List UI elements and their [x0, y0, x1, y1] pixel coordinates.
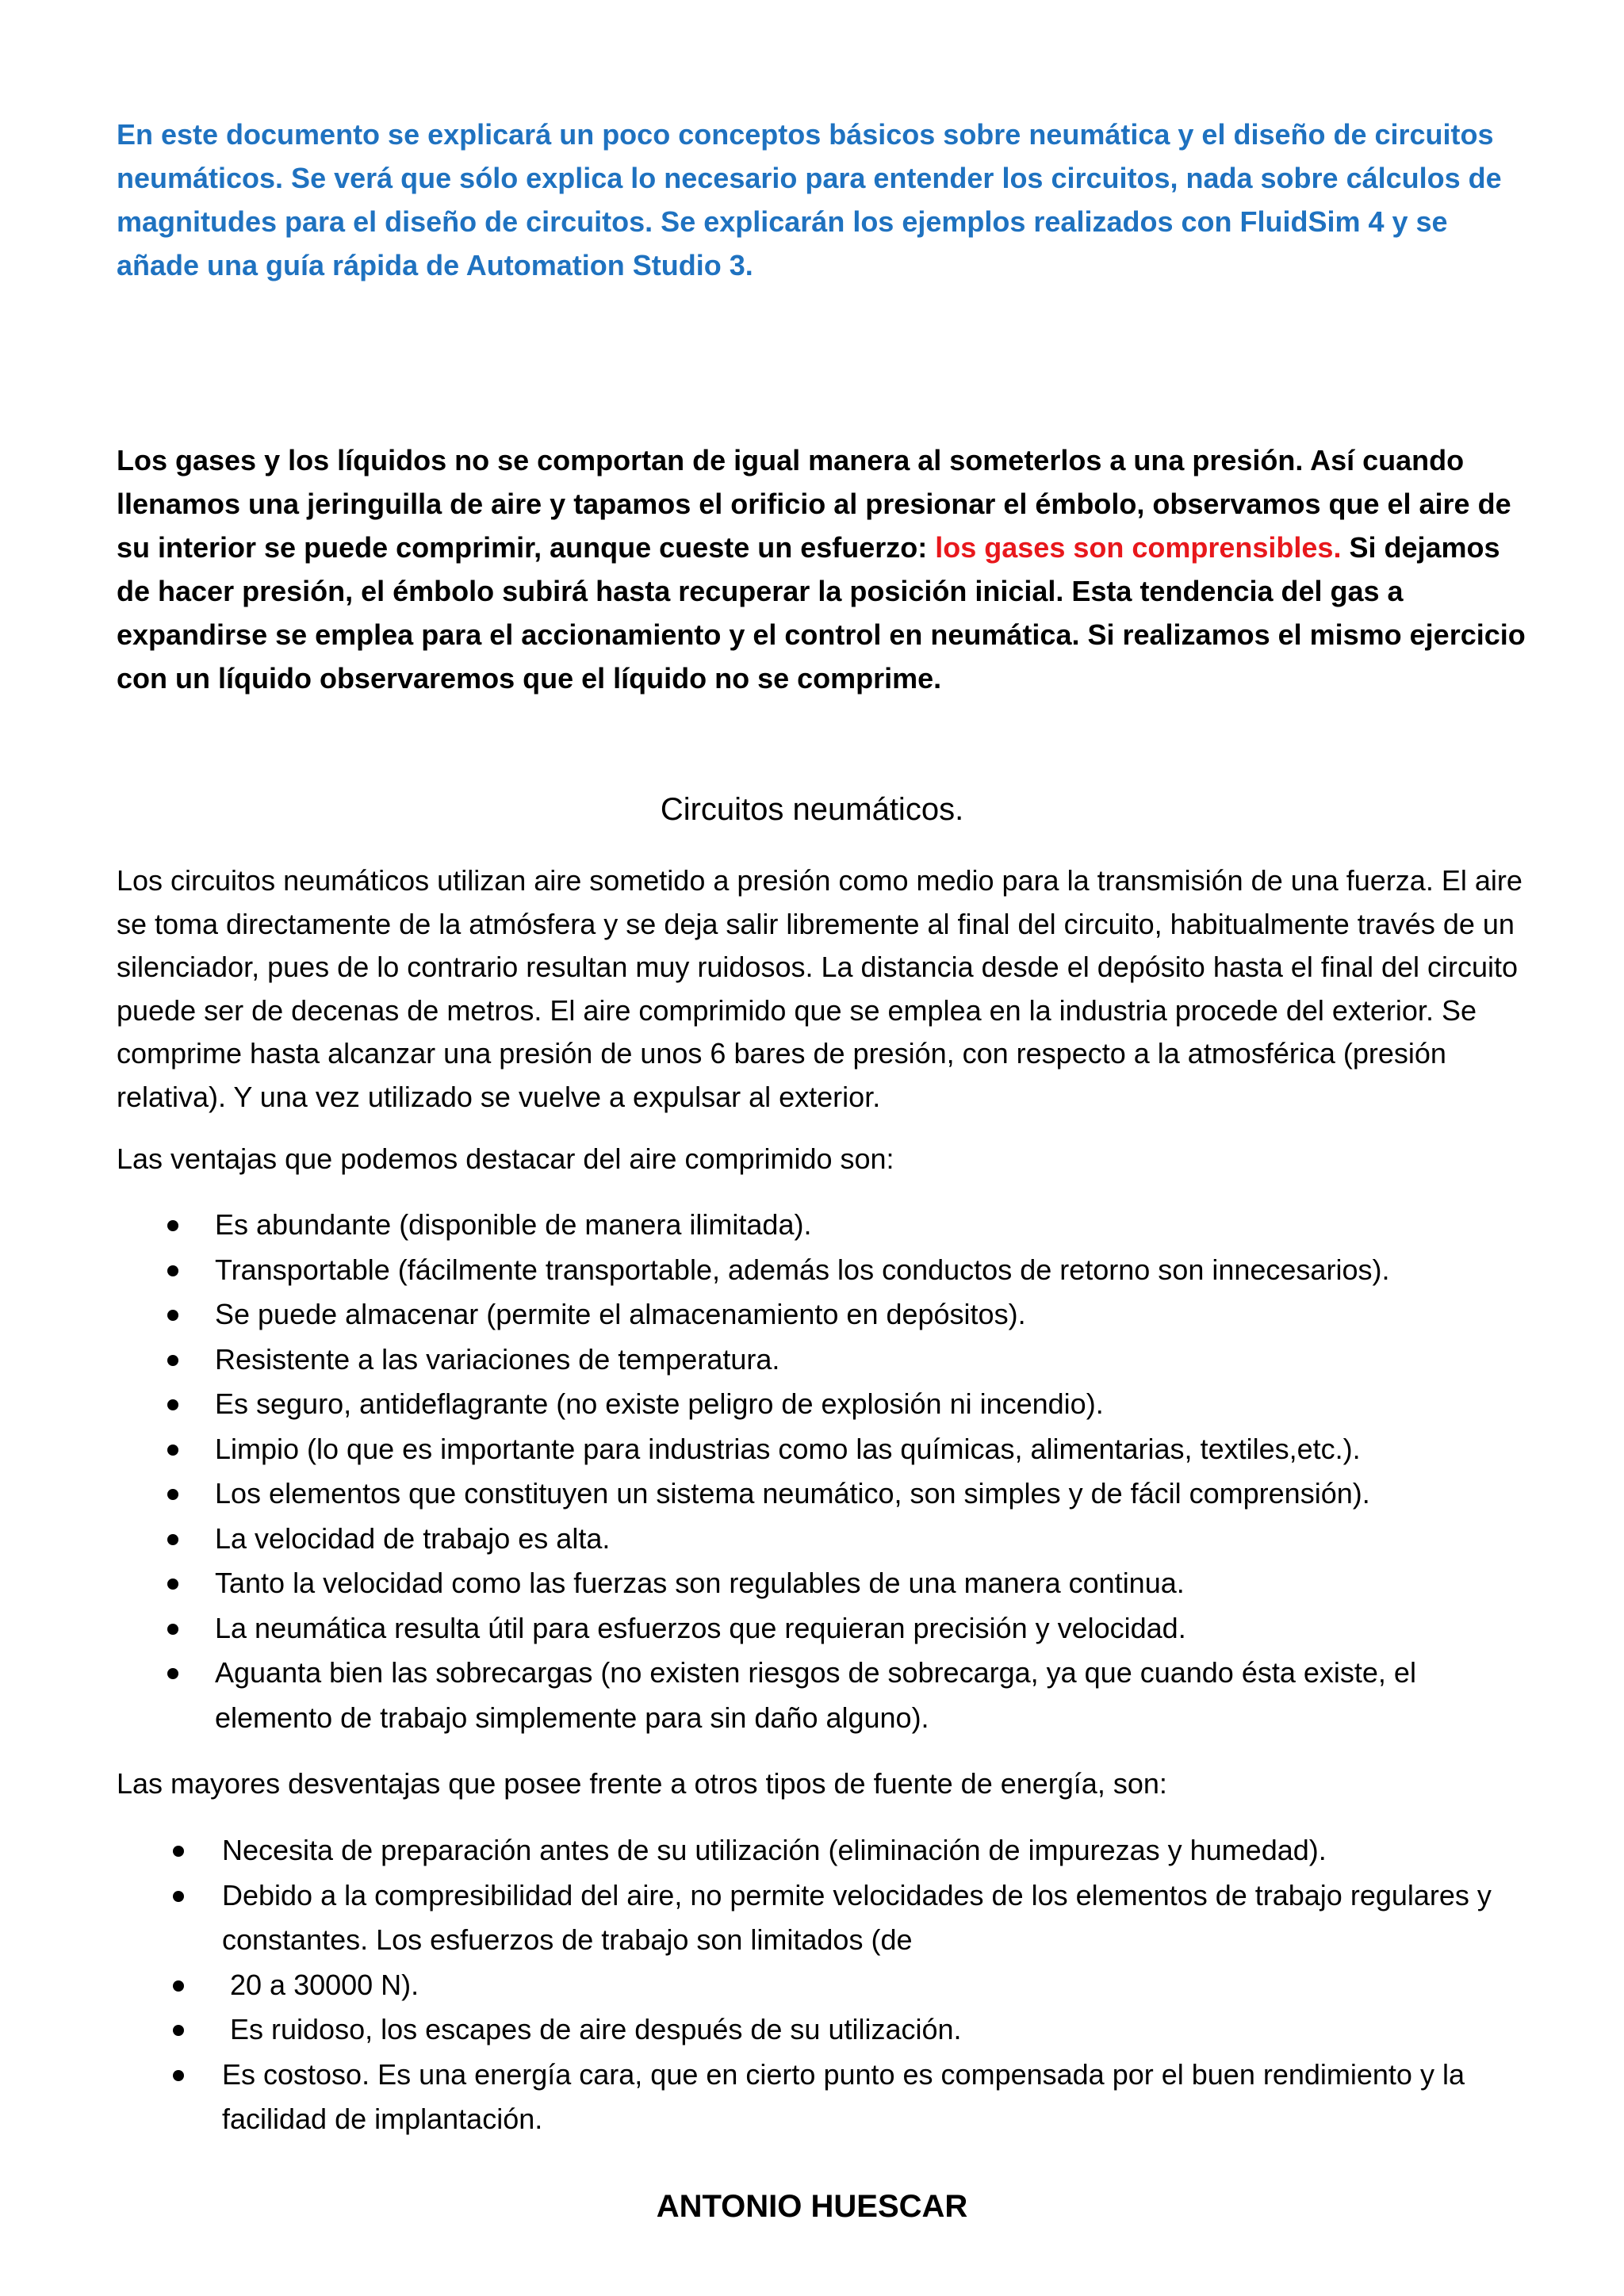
list-item — [163, 1517, 1534, 1562]
list-item — [168, 1873, 1532, 1963]
bullet-icon — [167, 1220, 178, 1231]
bullet-icon — [173, 2070, 184, 2081]
bullet-icon — [167, 1445, 178, 1456]
list-item-text: Aguanta bien las sobrecargas (no existen riesgos de sobrecarga, ya que cuando ésta existe, el elemento de trabajo simplemente para sin daño alguno). — [215, 1656, 1416, 1734]
list-item-text: Se puede almacenar (permite el almacenamiento en depósitos). — [215, 1298, 1026, 1330]
list-item-text: Es abundante (disponible de manera ilimitada). — [215, 1208, 812, 1241]
bullet-icon — [167, 1578, 178, 1590]
bullet-icon — [167, 1489, 178, 1500]
list-item — [163, 1606, 1534, 1651]
bullet-icon — [167, 1355, 178, 1366]
list-item-text: Tanto la velocidad como las fuerzas son regulables de una manera continua. — [215, 1567, 1185, 1599]
list-item — [163, 1292, 1534, 1337]
list-item-text: Es seguro, antideflagrante (no existe peligro de explosión ni incendio). — [215, 1387, 1104, 1420]
list-item-text: 20 a 30000 N). — [222, 1968, 419, 2001]
gases-highlight: los gases son comprensibles. — [935, 531, 1342, 564]
disadvantages-lead: Las mayores desventajas que posee frente a otros tipos de fuente de energía, son: — [117, 1767, 1167, 1800]
bullet-icon — [167, 1534, 178, 1545]
list-item — [163, 1651, 1534, 1740]
bullet-icon — [167, 1265, 178, 1276]
section-title: Circuitos neumáticos. — [660, 792, 964, 827]
list-item — [168, 1963, 1532, 2008]
list-item-text: Transportable (fácilmente transportable, además los conductos de retorno son innecesarios). — [215, 1253, 1390, 1286]
list-item-text: Es costoso. Es una energía cara, que en cierto punto es compensada por el buen rendimiento y la facilidad de implantación. — [222, 2057, 1465, 2135]
author-signature: ANTONIO HUESCAR — [656, 2189, 968, 2224]
list-item — [163, 1471, 1534, 1517]
bullet-icon — [173, 1891, 184, 1902]
advantages-list — [163, 1203, 1534, 1740]
gases-text-part-1: Los gases y los líquidos no se comportan de igual manera al someterlos a una presión. Así cuando llenamos una jeringuilla de aire y tapamos el orificio al presionar el émbolo, observamos que el aire de su interior se puede comprimir, aunque cueste un esfuerzo: — [117, 444, 1511, 564]
bullet-icon — [167, 1310, 178, 1321]
list-item — [163, 1248, 1534, 1293]
bullet-icon — [167, 1399, 178, 1410]
bullet-icon — [173, 1980, 184, 1992]
gases-text-part-2: Si dejamos de hacer presión, el émbolo subirá hasta recuperar la posición inicial. Esta tendencia del gas a expandirse se emplea para el accionamiento y el control en neumática. Si realizamos el mismo ejercicio con un líquido observaremos que el líquido no se comprime. — [117, 531, 1526, 695]
list-item-text: La velocidad de trabajo es alta. — [215, 1521, 611, 1555]
bullet-icon — [173, 2025, 184, 2036]
list-item-text: Debido a la compresibilidad del aire, no permite velocidades de los elementos de trabajo regulares y constantes. Los esfuerzos de trabajo son limitados (de — [222, 1878, 1492, 1956]
list-item — [163, 1382, 1534, 1427]
gases-paragraph — [117, 438, 1536, 700]
list-item-text: La neumática resulta útil para esfuerzos que requieran precisión y velocidad. — [215, 1611, 1186, 1644]
disadvantages-list — [168, 1828, 1532, 2142]
advantages-lead: Las ventajas que podemos destacar del aire comprimido son: — [117, 1142, 894, 1175]
list-item — [163, 1337, 1534, 1383]
list-item — [163, 1561, 1534, 1606]
list-item — [168, 1828, 1532, 1873]
intro-paragraph: En este documento se explicará un poco conceptos básicos sobre neumática y el diseño de circuitos neumáticos. Se verá que sólo explica lo necesario para entender los circuitos, nada sobre cálculos de magnitudes para el diseño de circuitos. Se explicarán los ejemplos realizados con FluidSim 4 y se añade una guía rápida de Automation Studio 3. — [117, 118, 1502, 281]
bullet-icon — [167, 1624, 178, 1635]
list-item-text: Los elementos que constituyen un sistema neumático, son simples y de fácil comprensión). — [215, 1477, 1370, 1510]
list-item — [168, 2007, 1532, 2053]
list-item — [168, 2053, 1532, 2142]
circuits-paragraph: Los circuitos neumáticos utilizan aire sometido a presión como medio para la transmisión de una fuerza. El aire se toma directamente de la atmósfera y se deja salir libremente al final del circuito, habitualmente través de un silenciador, pues de lo contrario resultan muy ruidosos. La distancia desde el depósito hasta el final del circuito puede ser de decenas de metros. El aire comprimido que se emplea en la industria procede del exterior. Se comprime hasta alcanzar una presión de unos 6 bares de presión, con respecto a la atmosférica (presión relativa). Y una vez utilizado se vuelve a expulsar al exterior. — [117, 864, 1522, 1113]
list-item-text: Limpio (lo que es importante para industrias como las químicas, alimentarias, textiles,etc.). — [215, 1432, 1361, 1465]
list-item-text: Necesita de preparación antes de su utilización (eliminación de impurezas y humedad). — [222, 1834, 1327, 1866]
list-item — [163, 1427, 1534, 1472]
list-item — [163, 1203, 1534, 1248]
list-item-text: Es ruidoso, los escapes de aire después de su utilización. — [222, 2013, 962, 2045]
list-item-text: Resistente a las variaciones de temperatura. — [215, 1342, 780, 1376]
bullet-icon — [173, 1846, 184, 1857]
bullet-icon — [167, 1668, 178, 1679]
